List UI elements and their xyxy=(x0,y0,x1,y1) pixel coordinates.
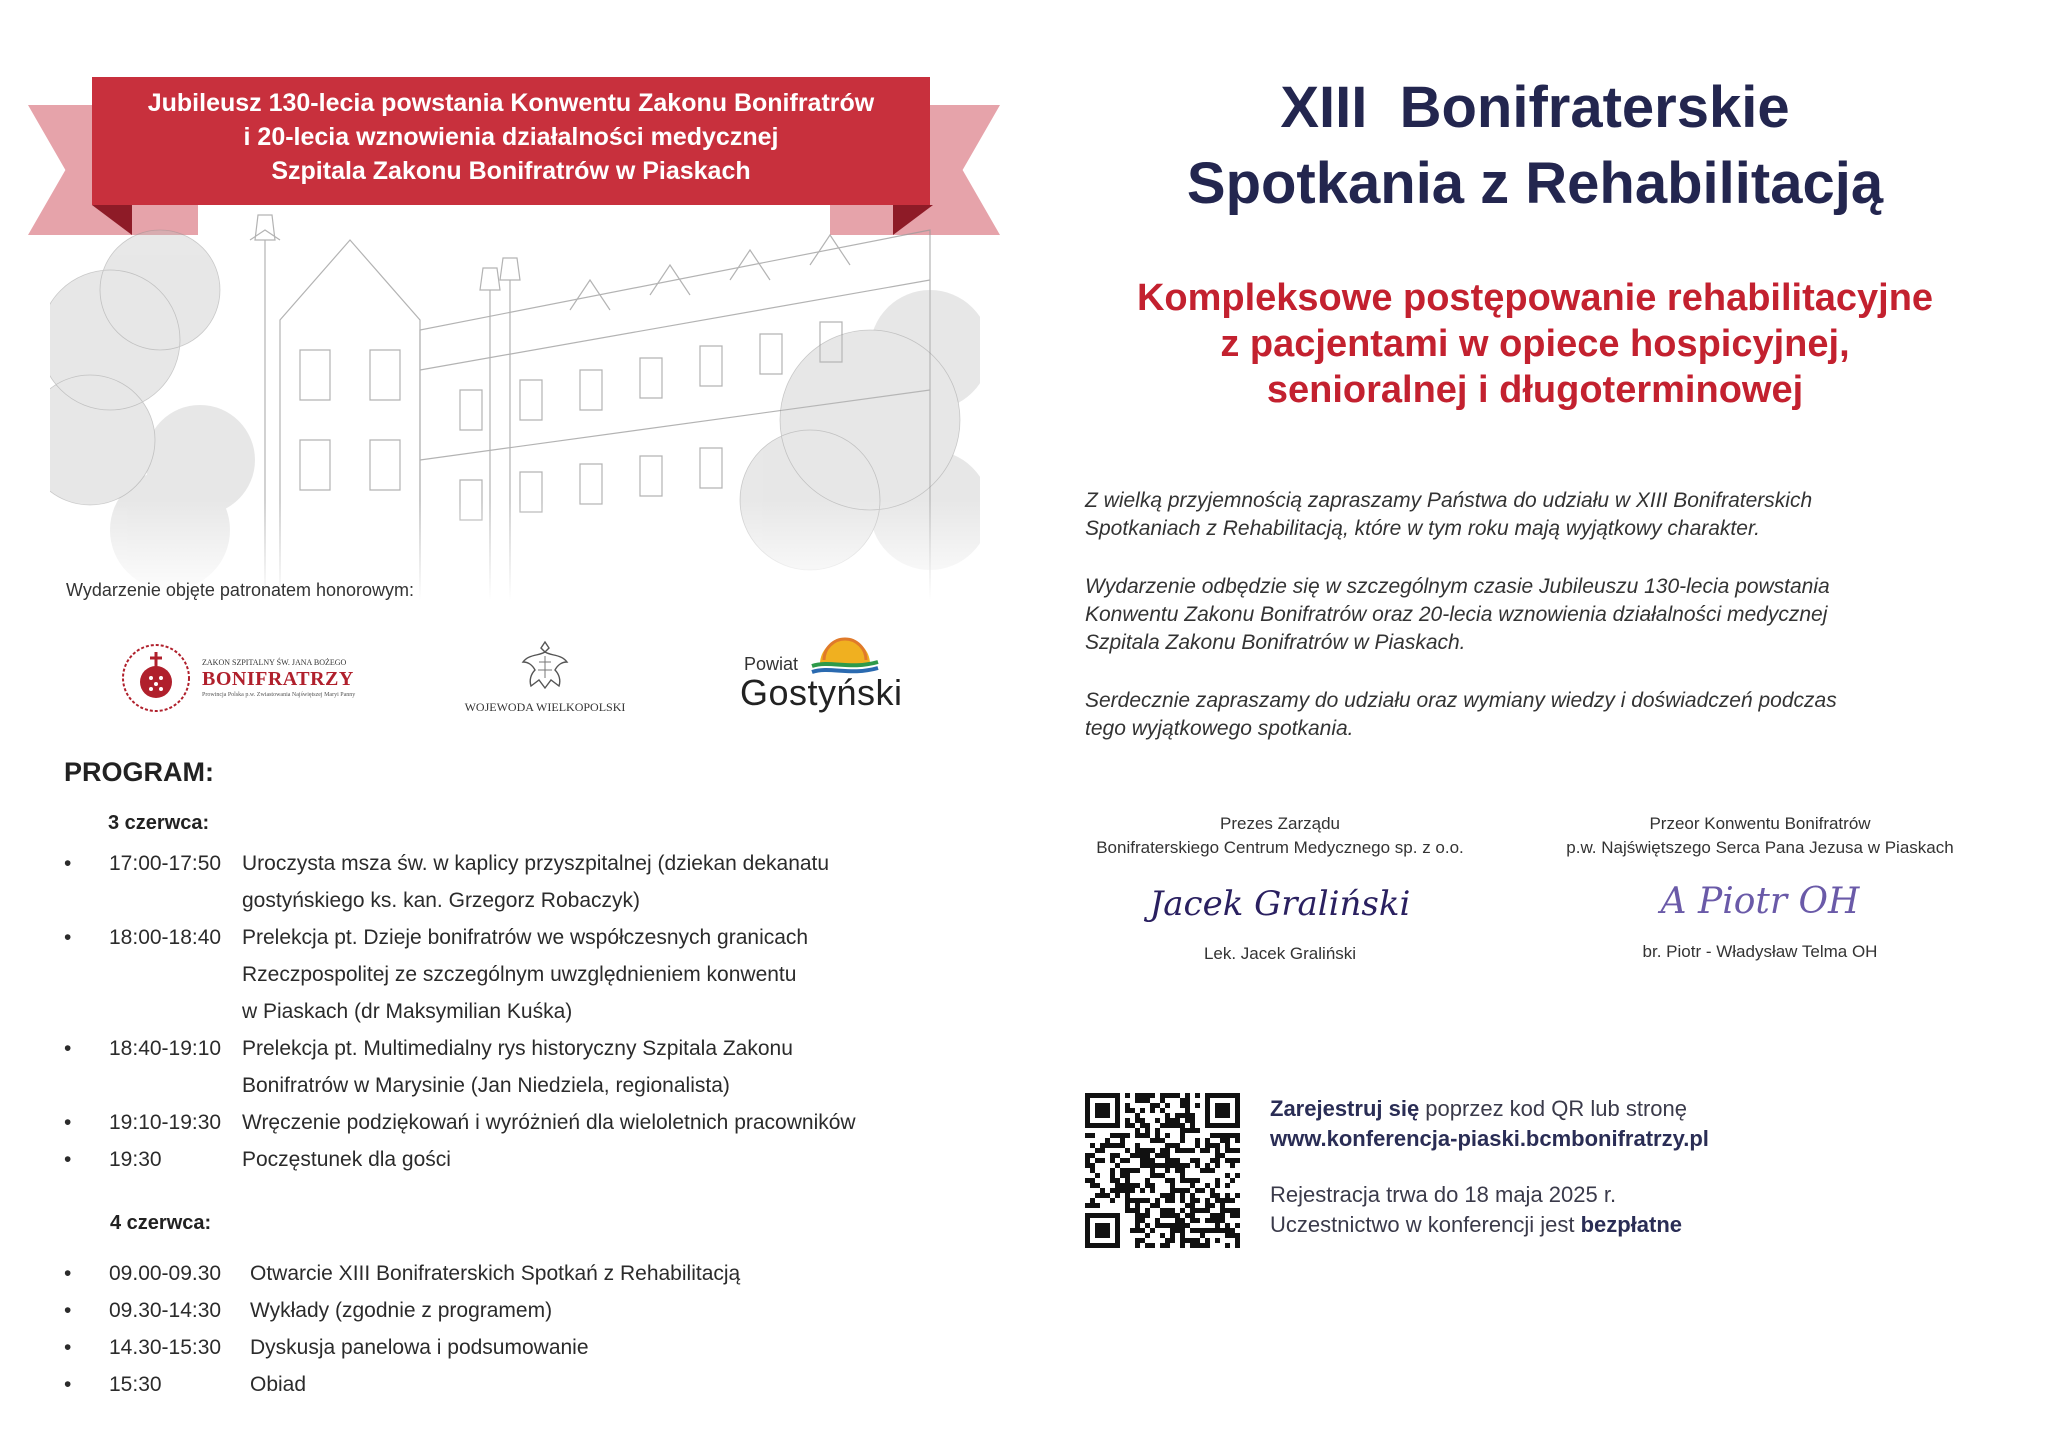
registration-line-1 xyxy=(1270,1094,1687,1124)
bullet-icon: • xyxy=(64,1299,72,1322)
intro-p1-line-2: Spotkaniach z Rehabilitacją, które w tym roku mają wyjątkowy charakter. xyxy=(1085,517,1760,540)
signatory-right-name: br. Piotr - Władysław Telma OH xyxy=(1642,942,1878,961)
intro-p3-line-2: tego wyjątkowego spotkania. xyxy=(1085,717,1354,740)
intro-p3-line-1: Serdecznie zapraszamy do udziału oraz wymiany wiedzy i doświadczeń podczas xyxy=(1085,689,1837,712)
program-title: PROGRAM: xyxy=(64,757,214,787)
bonifratrzy-name: BONIFRATRZY xyxy=(202,668,354,690)
program-item-time: 09.30-14:30 xyxy=(109,1299,222,1322)
bullet-icon: • xyxy=(64,852,72,875)
program-item-time: 18:00-18:40 xyxy=(109,926,222,949)
signatory-right xyxy=(1550,812,1970,964)
signatory-left-name: Lek. Jacek Graliński xyxy=(1203,944,1357,963)
signature-left: Jacek Graliński xyxy=(1149,884,1411,924)
program-item-time: 14.30-15:30 xyxy=(109,1336,222,1359)
jubilee-banner xyxy=(92,77,930,205)
bonifratrzy-province: Prowincja Polska p.w. Zwiastowania Najświętszej Maryi Panny xyxy=(202,692,356,698)
event-title-line-2: Spotkania z Rehabilitacją xyxy=(1186,151,1884,216)
intro-paragraph-1 xyxy=(1085,487,1985,543)
pomegranate-seal-icon xyxy=(120,638,192,718)
event-title xyxy=(1060,70,2010,222)
program-item-description: Prelekcja pt. Multimedialny rys historyczny Szpitala Zakonu xyxy=(242,1037,793,1060)
bonifratrzy-order-text: ZAKON SZPITALNY ŚW. JANA BOŻEGO xyxy=(202,658,347,667)
event-subtitle xyxy=(1060,275,2010,413)
intro-p2-line-2: Konwentu Zakonu Bonifratrów oraz 20-lecia wznowienia działalności medycznej xyxy=(1085,603,1828,626)
banner-line-1: Jubileusz 130-lecia powstania Konwentu Zakonu Bonifratrów xyxy=(147,89,875,117)
bullet-icon: • xyxy=(64,1111,72,1134)
signatory-left-role-2: Bonifraterskiego Centrum Medycznego sp. z o.o. xyxy=(1096,838,1464,857)
program-item-time: 18:40-19:10 xyxy=(109,1037,222,1060)
hospital-building-sketch xyxy=(50,200,980,600)
program-item-description: Prelekcja pt. Dzieje bonifratrów we współczesnych granicach xyxy=(242,926,809,949)
program-item-time: 09.00-09.30 xyxy=(109,1262,222,1285)
event-title-line-1: XIII Bonifraterskie xyxy=(1280,75,1790,140)
powiat-name: Gostyński xyxy=(740,672,903,713)
registration-url[interactable]: www.konferencja-piaski.bcmbonifratrzy.pl xyxy=(1270,1126,1709,1151)
powiat-label: Powiat xyxy=(744,654,799,674)
bonifratrzy-logo xyxy=(120,638,360,718)
program-item-time: 19:30 xyxy=(109,1148,162,1171)
wojewoda-logo xyxy=(455,638,635,718)
registration-free-label: bezpłatne xyxy=(1580,1212,1683,1237)
intro-paragraph-2 xyxy=(1085,573,1985,657)
program-item-description: Dyskusja panelowa i podsumowanie xyxy=(250,1336,589,1359)
registration-fee xyxy=(1270,1210,1682,1240)
intro-paragraph-3 xyxy=(1085,687,1985,743)
banner-line-2: i 20-lecia wznowienia działalności medycznej xyxy=(243,123,779,151)
program-item-description: Uroczysta msza św. w kaplicy przyszpitalnej (dziekan dekanatu xyxy=(242,852,830,875)
signatory-right-role-2: p.w. Najświętszego Serca Pana Jezusa w Piaskach xyxy=(1566,838,1954,857)
program-item-description: Otwarcie XIII Bonifraterskich Spotkań z Rehabilitacją xyxy=(250,1262,741,1285)
event-subtitle-line-2: z pacjentami w opiece hospicyjnej, xyxy=(1220,323,1850,365)
day1-label: 3 czerwca: xyxy=(108,812,210,834)
bullet-icon: • xyxy=(64,1262,72,1285)
banner-line-3: Szpitala Zakonu Bonifratrów w Piaskach xyxy=(271,157,751,185)
program-item-description: Wykłady (zgodnie z programem) xyxy=(250,1299,553,1322)
intro-p1-line-1: Z wielką przyjemnością zapraszamy Państwa do udziału w XIII Bonifraterskich xyxy=(1085,489,1813,512)
program-item-description: Bonifratrów w Marysinie (Jan Niedziela, regionalista) xyxy=(242,1074,730,1097)
signatory-left xyxy=(1070,812,1490,966)
program-item-description: gostyńskiego ks. kan. Grzegorz Robaczyk) xyxy=(242,889,640,912)
sun-landscape-icon xyxy=(810,636,880,676)
intro-p2-line-3: Szpitala Zakonu Bonifratrów w Piaskach. xyxy=(1085,631,1466,654)
bullet-icon: • xyxy=(64,1373,72,1396)
program-item-time: 19:10-19:30 xyxy=(109,1111,222,1134)
signatory-left-role-1: Prezes Zarządu xyxy=(1220,814,1340,833)
event-subtitle-line-1: Kompleksowe postępowanie rehabilitacyjne xyxy=(1136,277,1934,319)
bullet-icon: • xyxy=(64,926,72,949)
intro-p2-line-1: Wydarzenie odbędzie się w szczególnym czasie Jubileuszu 130-lecia powstania xyxy=(1085,575,1830,598)
registration-qr-code[interactable] xyxy=(1085,1093,1240,1248)
register-cta: Zarejestruj się xyxy=(1270,1096,1420,1121)
program-item-time: 17:00-17:50 xyxy=(109,852,222,875)
program-item-time: 15:30 xyxy=(109,1373,162,1396)
register-cta-rest: poprzez kod QR lub stronę xyxy=(1419,1096,1687,1121)
program-item-description: w Piaskach (dr Maksymilian Kuśka) xyxy=(242,1000,573,1023)
signatory-right-role-1: Przeor Konwentu Bonifratrów xyxy=(1649,814,1871,833)
powiat-gostynski-logo xyxy=(740,636,910,716)
program-item-description: Obiad xyxy=(250,1373,307,1396)
bullet-icon: • xyxy=(64,1037,72,1060)
patronage-label: Wydarzenie objęte patronatem honorowym: xyxy=(66,580,415,600)
program-item-description: Rzeczpospolitej ze szczególnym uwzględnieniem konwentu xyxy=(242,963,797,986)
program-item-description: Poczęstunek dla gości xyxy=(242,1148,451,1171)
program-item-description: Wręczenie podziękowań i wyróżnień dla wieloletnich pracowników xyxy=(242,1111,856,1134)
day2-label: 4 czerwca: xyxy=(110,1212,212,1234)
registration-fee-text: Uczestnictwo w konferencji jest xyxy=(1270,1212,1581,1237)
eagle-emblem-icon xyxy=(520,638,570,692)
signature-right: A Piotr OH xyxy=(1660,881,1860,922)
bullet-icon: • xyxy=(64,1148,72,1171)
registration-deadline: Rejestracja trwa do 18 maja 2025 r. xyxy=(1270,1182,1617,1207)
event-subtitle-line-3: senioralnej i długoterminowej xyxy=(1266,369,1804,411)
bullet-icon: • xyxy=(64,1336,72,1359)
wojewoda-name: WOJEWODA WIELKOPOLSKI xyxy=(464,700,626,714)
